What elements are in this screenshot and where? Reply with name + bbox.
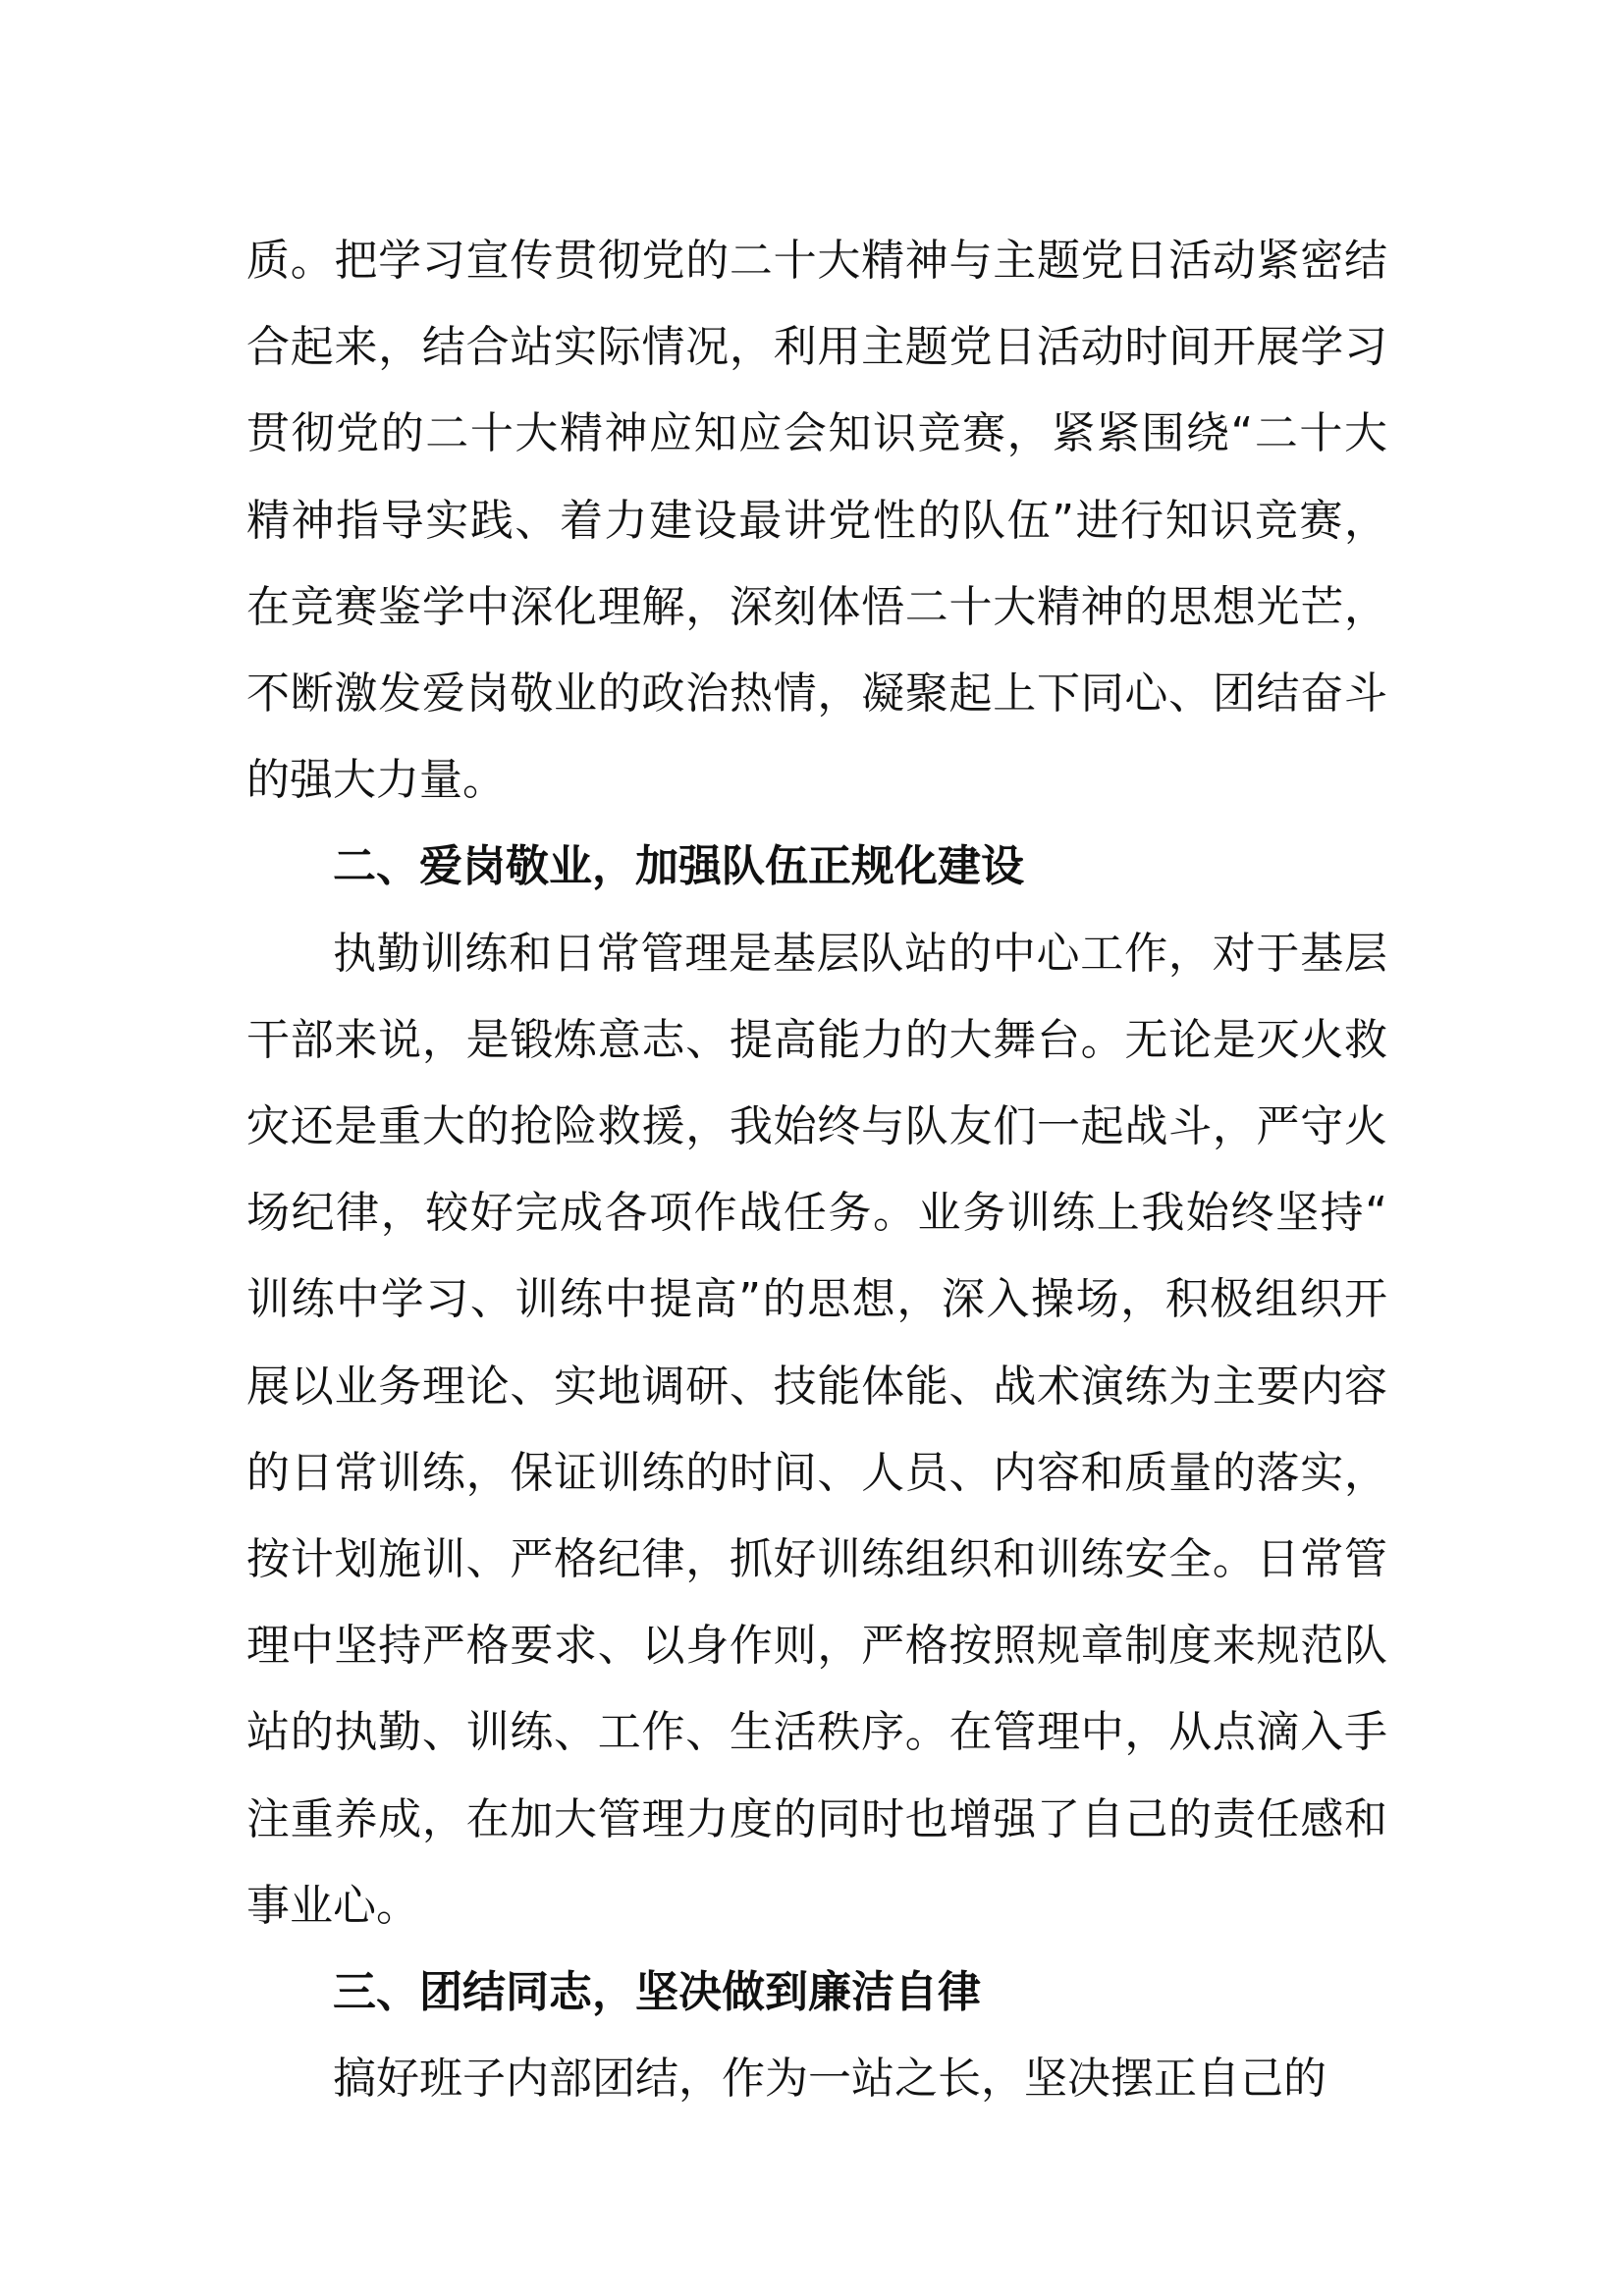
section-heading-3: 三、团结同志，坚决做到廉洁自律 xyxy=(333,1967,981,2018)
paragraph-1: 质。把学习宣传贯彻党的二十大精神与主题党日活动紧密结合起来，结合站实际情况，利用主题党日活动时间开展学习贯彻党的二十大精神应知应会知识竞赛，紧紧围绕“二十大精神指导实践、着力建设最讲党性的队伍”进行知识竞赛，在竞赛鉴学中深化理解，深刻体悟二十大精神的思想光芒，不断激发爱岗敬业的政治热情，凝聚起上下同心、团结奋斗的强大力量。 xyxy=(246,236,1387,806)
section-heading-2: 二、爱岗敬业，加强队伍正规化建设 xyxy=(333,841,1024,892)
paragraph-2: 执勤训练和日常管理是基层队站的中心工作，对于基层干部来说，是锻炼意志、提高能力的大舞台。无论是灭火救灾还是重大的抢险救援，我始终与队友们一起战斗，严守火场纪律，较好完成各项作战任务。业务训练上我始终坚持“训练中学习、训练中提高”的思想，深入操场，积极组织开展以业务理论、实地调研、技能体能、战术演练为主要内容的日常训练，保证训练的时间、人员、内容和质量的落实，按计划施训、严格纪律，抓好训练组织和训练安全。日常管理中坚持严格要求、以身作则，严格按照规章制度来规范队站的执勤、训练、工作、生活秩序。在管理中，从点滴入手注重养成，在加大管理力度的同时也增强了自己的责任感和事业心。 xyxy=(246,928,1387,1931)
paragraph-3: 搞好班子内部团结，作为一站之长，坚决摆正自己的 xyxy=(333,2054,1326,2105)
document-page xyxy=(246,218,1387,2122)
